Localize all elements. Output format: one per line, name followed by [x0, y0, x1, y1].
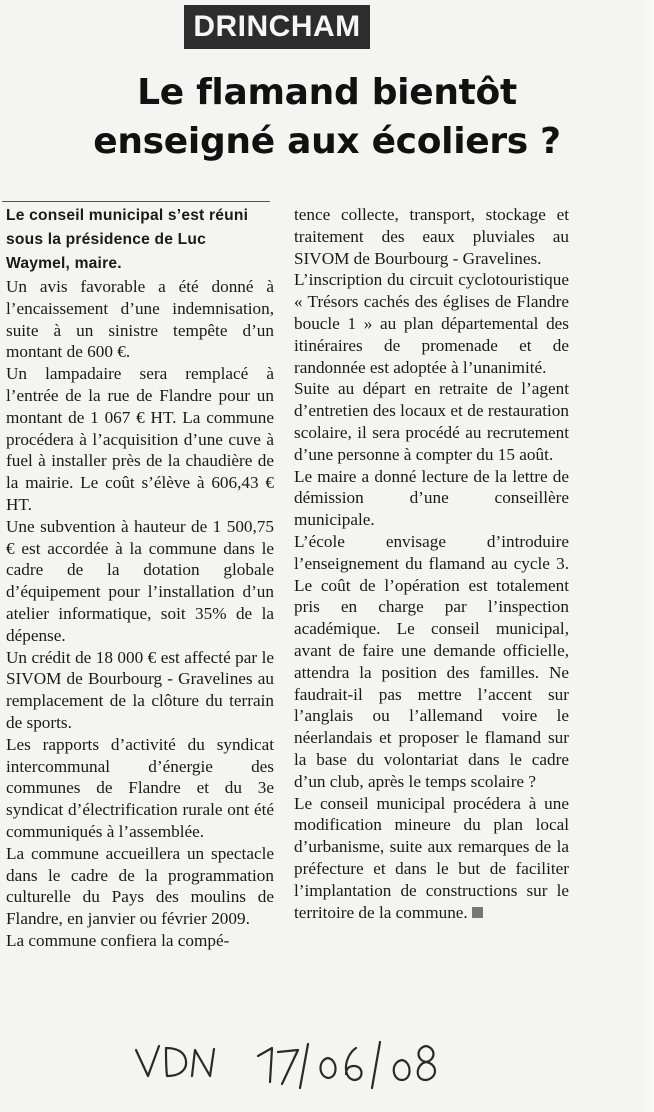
handwriting-strokes — [132, 1036, 452, 1092]
column-rule — [2, 201, 270, 202]
paragraph: La commune confiera la compé- — [6, 930, 230, 950]
last-paragraph — [294, 793, 569, 924]
paragraph: L’inscription du circuit cyclotouristique « Trésors cachés des églises de Flandre boucle 1 » au plan départemental des itinéraires de promenade et de randonnée est adoptée à l’unanimité. — [294, 270, 569, 377]
article-column-left — [6, 204, 274, 952]
end-of-article-mark — [472, 907, 483, 918]
paragraph: tence collecte, transport, stockage et traitement des eaux pluviales au SIVOM de Bourbourg - Gravelines. — [294, 205, 569, 268]
handwritten-source-date — [132, 1036, 452, 1092]
paragraph-text: Le conseil municipal procédera à une modification mineure du plan local d’urbanisme, suite aux remarques de la préfecture et dans le but de faciliter l’implantation de constructions sur le territoire de la commune. — [294, 793, 569, 922]
headline-line-2: enseigné aux écoliers ? — [93, 121, 561, 162]
article-headline — [0, 68, 654, 166]
article-lead: Le conseil municipal s’est réuni sous la présidence de Luc Waymel, maire. — [6, 207, 249, 272]
paragraph: Un crédit de 18 000 € est affecté par le SIVOM de Bourbourg - Gravelines au remplacement de la clôture du terrain de sports. — [6, 647, 274, 732]
paragraph: Les rapports d’activité du syndicat intercommunal d’énergie des communes de Flandre et du 3e syndicat d’électrification rurale ont été communiqués à l’assemblée. — [6, 734, 274, 841]
section-kicker: DRINCHAM — [184, 5, 370, 49]
paragraph: Un lampadaire sera remplacé à l’entrée de la rue de Flandre pour un montant de 1 067 € HT. La commune procédera à l’acquisition d’une cuve à fuel à installer près de la chaudière de la mairie. Le coût s’élève à 606,43 € HT. — [6, 364, 274, 514]
paragraph: Suite au départ en retraite de l’agent d’entretien des locaux et de restauration scolaire, il sera procédé au recrutement d’une personne à compter du 15 août. — [294, 379, 569, 464]
paragraph: L’école envisage d’introduire l’enseignement du flamand au cycle 3. Le coût de l’opération est totalement pris en charge par l’inspection académique. Le conseil municipal, avant de faire une demande officielle, attendra la position des familles. Ne faudrait-il pas mettre l’accent sur l’anglais ou l’allemand voire le néerlandais et proposer le flamand sur la base du volontariat dans le cadre d’un club, après le temps scolaire ? — [294, 531, 569, 791]
paragraph: Une subvention à hauteur de 1 500,75 € est accordée à la commune dans le cadre de la dotation globale d’équipement pour l’installation d’un atelier informatique, soit 35% de la dépense. — [6, 516, 274, 645]
paragraph: Un avis favorable a été donné à l’encaissement d’une indemnisation, suite à un sinistre tempête d’un montant de 600 €. — [6, 277, 274, 362]
scan-edge — [640, 0, 654, 1112]
paragraph: Le maire a donné lecture de la lettre de démission d’une conseillère municipale. — [294, 466, 569, 530]
article-column-right — [294, 204, 569, 923]
headline-line-1: Le flamand bientôt — [137, 72, 517, 113]
paragraph: La commune accueillera un spectacle dans le cadre de la programmation culturelle du Pays des moulins de Flandre, en janvier ou février 2009. — [6, 843, 274, 929]
